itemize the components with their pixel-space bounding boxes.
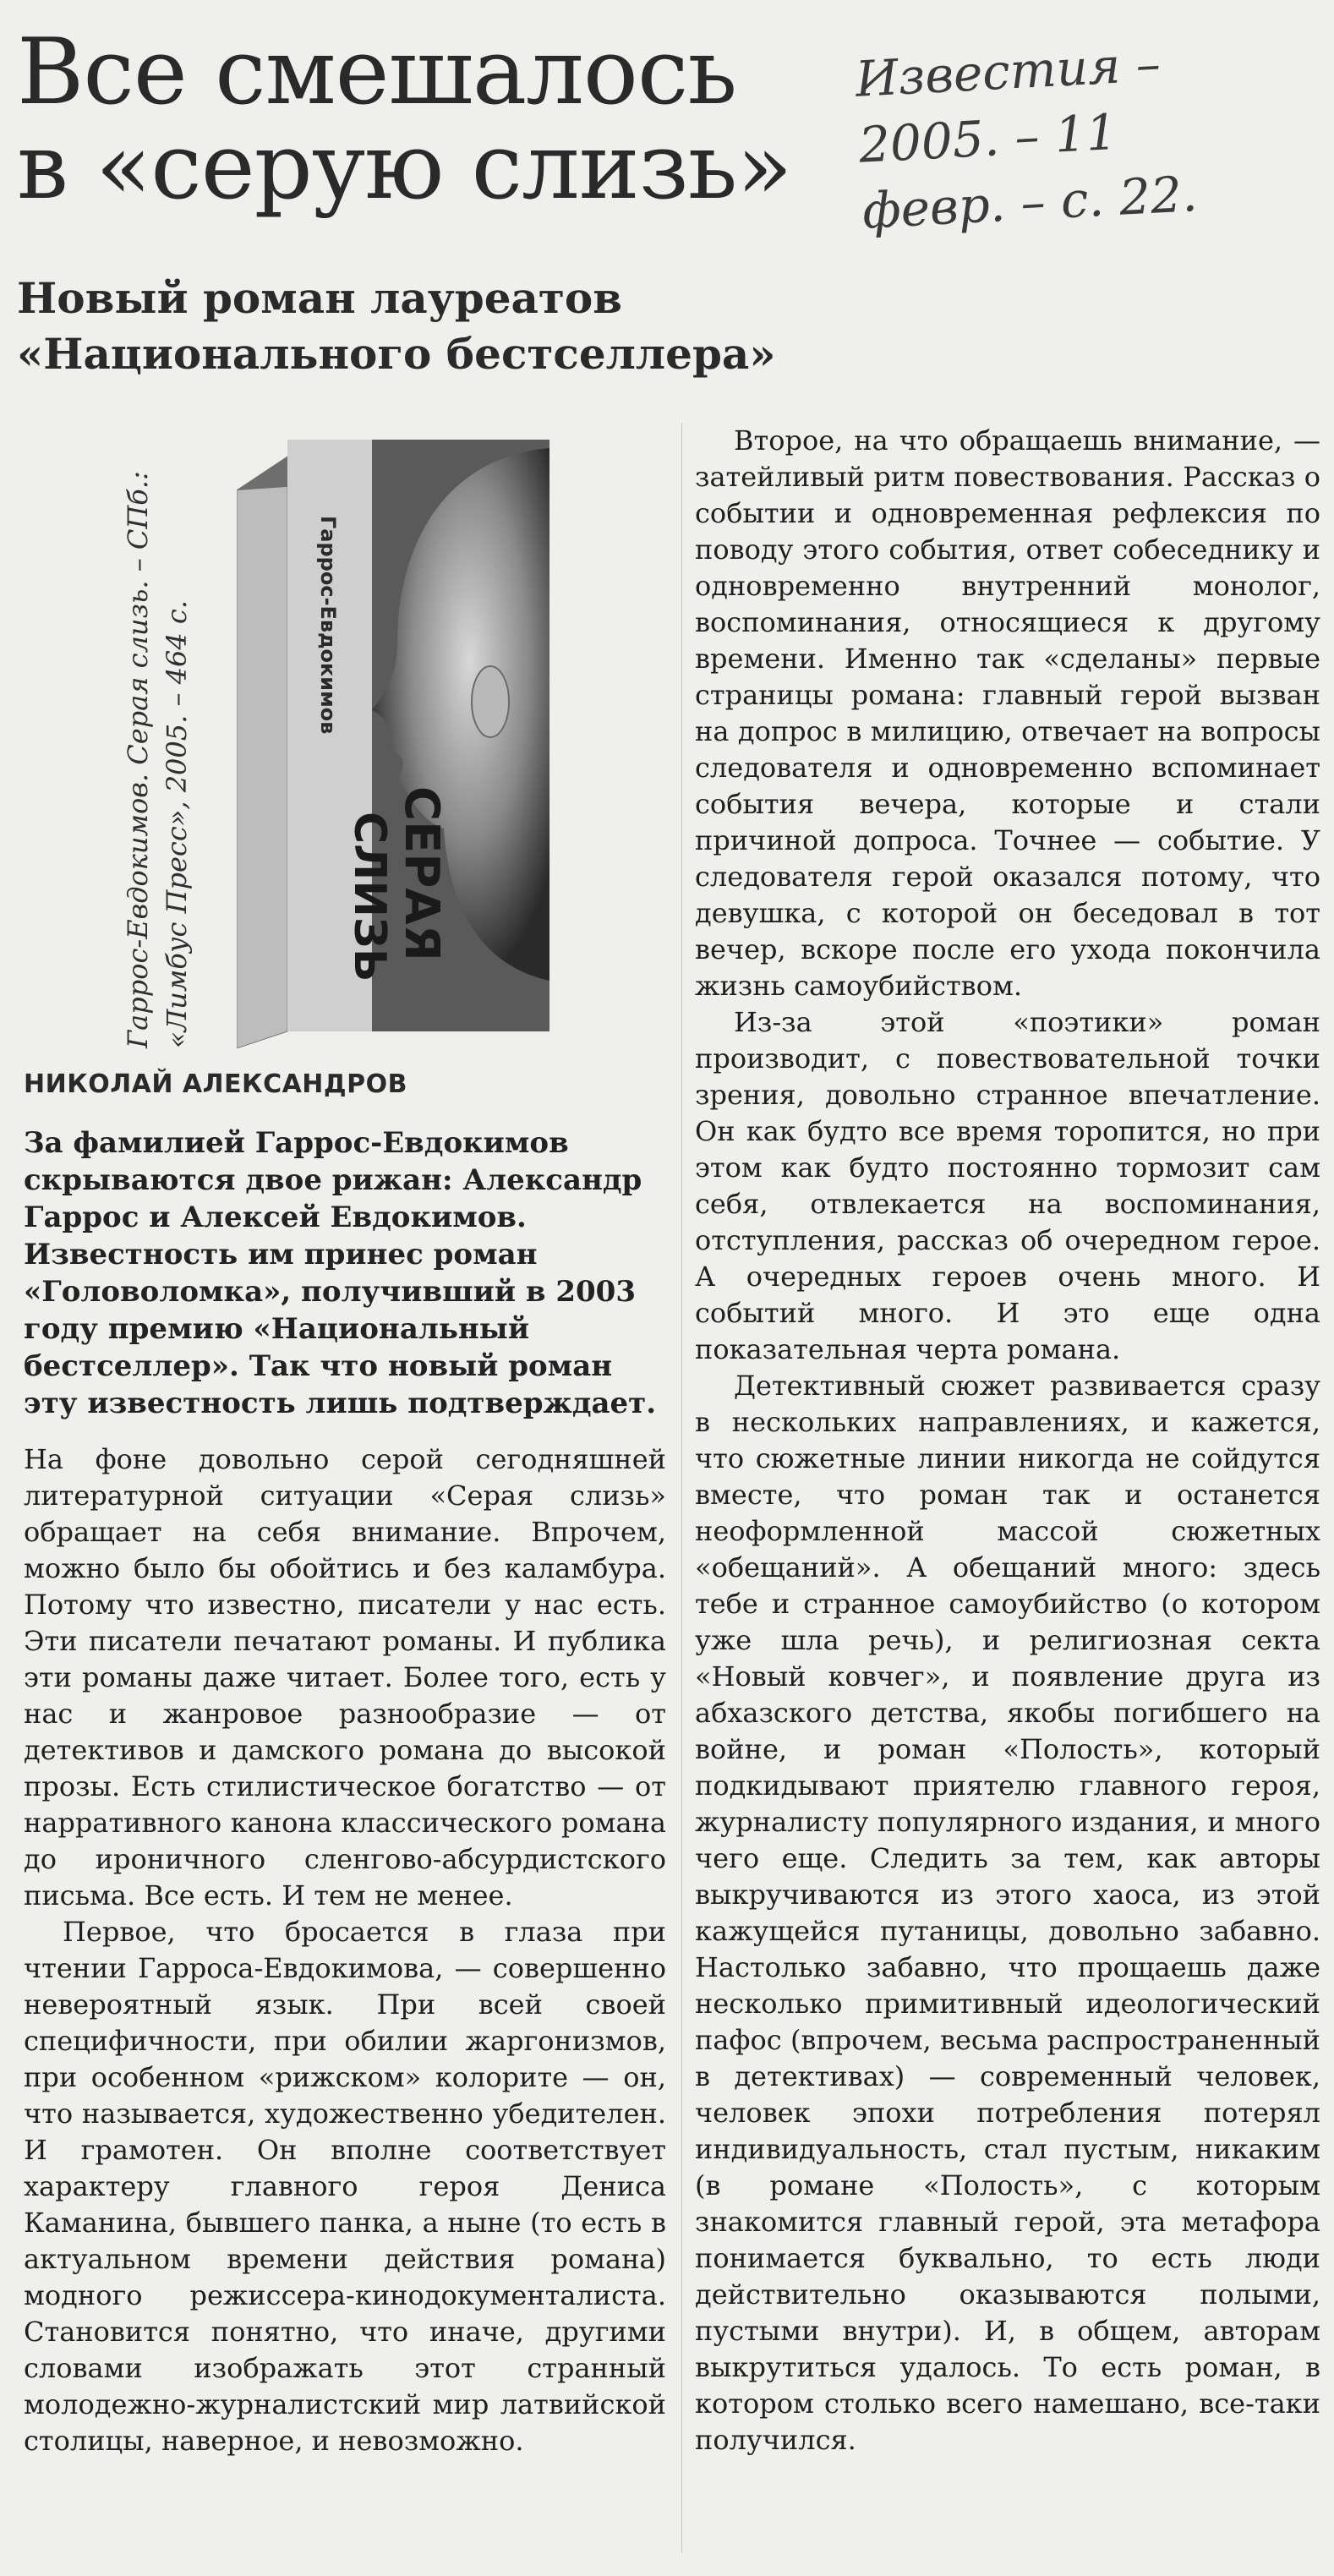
book-cover-image bbox=[237, 423, 558, 1048]
headline-line-1: Все смешалось bbox=[17, 19, 737, 125]
body-column-left bbox=[24, 1441, 666, 2459]
image-caption-text: Гаррос-Евдокимов. Серая слизь. – СПб.: «Лимбус Пресс», 2005. – 464 с. bbox=[122, 471, 193, 1048]
paragraph: Первое, что бросается в глаза при чтении Гарроса-Евдокимова, — совершенно невероятный язык. При всей своей специфичности, при обилии жаргонизмов, при особенном «рижском» колорите — он, что называется, художественно убедителен. И грамотен. Он вполне соответствует характеру главного героя Дениса Каманина, бывшего панка, а ныне (то есть в актуальном времени действия романа) модного режиссера-кинодокументалиста. Становится понятно, что иначе, другими словами изображать этот странный молодежно-журналистский мир латвийской столицы, наверное, и невозможно. bbox=[24, 1916, 666, 2457]
subtitle bbox=[17, 271, 862, 382]
paragraph: Из-за этой «поэтики» роман производит, с повествовательной точки зрения, довольно странное впечатление. Он как будто все время торопится, но при этом как будто постоянно тормозит сам себя, отвлекается на воспоминания, отступления, рассказ об очередном герое. А очередных героев очень много. И событий много. И это еще одна показательная черта романа. bbox=[695, 1006, 1320, 1365]
handwritten-source-note bbox=[854, 22, 1334, 244]
subtitle-line-1: Новый роман лауреатов bbox=[17, 273, 622, 323]
handnote-line-3: февр. – с. 22. bbox=[861, 165, 1199, 240]
paragraph: Детективный сюжет развивается сразу в нескольких направлениях, и кажется, что сюжетные линии никогда не сойдутся вместе, что роман так и останется неоформленной массой сюжетных «обещаний». А обещаний много: здесь тебе и странное самоубийство (о котором уже шла речь), и религиозная секта «Новый ковчег», и появление друга из абхазского детства, якобы погибшего на войне, и роман «Полость», который подкидывают приятелю главного героя, журналисту популярного издания, и много чего еще. Следить за тем, как авторы выкручиваются из этого хаоса, из этой кажущейся путаницы, довольно забавно. Настолько забавно, что прощаешь даже несколько примитивный идеологический пафос (впрочем, весьма распространенный в детективах) — современный человек, человек эпохи потребления потерял индивидуальность, стал пустым, никаким (в романе «Полость», с которым знакомится главный герой, эта метафора понимается буквально, то есть люди действительно оказываются полыми, пустыми внутри). И, в общем, авторам выкрутиться удалось. То есть роман, в котором столько всего намешано, все-таки получился. bbox=[695, 1370, 1320, 2456]
headline bbox=[17, 19, 862, 220]
subtitle-line-2: «Национального бестселлера» bbox=[17, 329, 776, 379]
body-column-right bbox=[695, 423, 1320, 2458]
handnote-line-1: Известия – bbox=[854, 35, 1162, 108]
ear bbox=[472, 666, 509, 737]
headline-line-2: в «серую слизь» bbox=[17, 114, 792, 220]
book-title-line-2: СЛИЗЬ bbox=[344, 812, 395, 982]
book-title-line-1: СЕРАЯ bbox=[394, 786, 449, 961]
author-byline: НИКОЛАЙ АЛЕКСАНДРОВ bbox=[24, 1069, 407, 1099]
book-spine bbox=[237, 457, 287, 1048]
lead-paragraph: За фамилией Гаррос-Евдокимов скрываются двое рижан: Александр Гаррос и Алексей Евдокимов. Известность им принес роман «Головоломка», получивший в 2003 году премию «Национальный бестселлер». Так что новый роман эту известность лишь подтверждает. bbox=[24, 1126, 657, 1420]
handnote-line-2: 2005. – 11 bbox=[857, 102, 1119, 174]
paragraph: На фоне довольно серой сегодняшней литературной ситуации «Серая слизь» обращает на себя внимание. Впрочем, можно было бы обойтись и без каламбура. Потому что известно, писатели у нас есть. Эти писатели печатают романы. И публика эти романы даже читает. Более того, есть у нас и жанровое разнообразие — от детективов и дамского романа до высокой прозы. Есть стилистическое богатство — от нарративного канона классического романа до ироничного сленгово-абсурдистского письма. Все есть. И тем не менее. bbox=[24, 1443, 666, 1911]
book-author-label: Гаррос-Евдокимов bbox=[316, 516, 340, 735]
column-divider bbox=[681, 423, 682, 2553]
paragraph: Второе, на что обращаешь внимание, — затейливый ритм повествования. Рассказ о событии и одновременная рефлексия по поводу этого события, ответ собеседнику и одновременно внутренний монолог, воспоминания, относящиеся к другому времени. Именно так «сделаны» первые страницы романа: главный герой вызван на допрос в милицию, отвечает на вопросы следователя и одновременно вспоминает события вечера, которые и стали причиной допроса. Точнее — событие. У следователя герой оказался потому, что девушка, с которой он беседовал в тот вечер, вскоре после его ухода покончила жизнь самоубийством. bbox=[695, 424, 1320, 1002]
